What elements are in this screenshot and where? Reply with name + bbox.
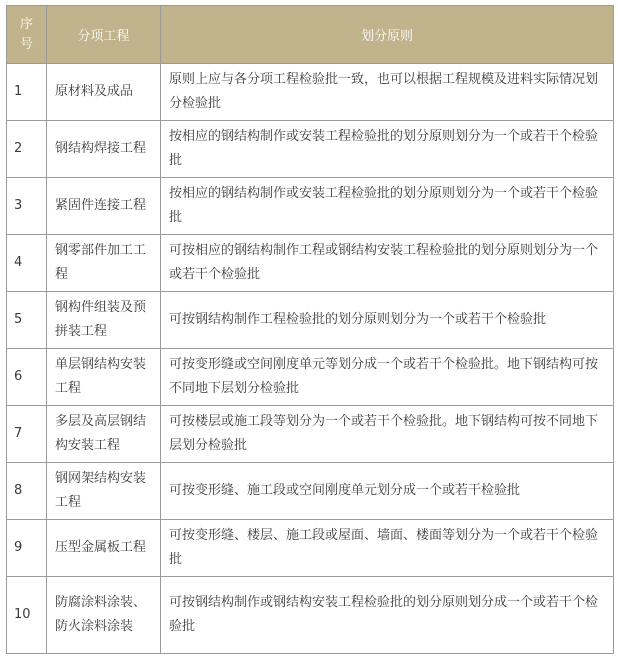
row-rule: 可按变形缝或空间刚度单元等划分成一个或若干个检验批。地下钢结构可按不同地下层划分检验批	[161, 349, 614, 406]
row-number: 9	[7, 520, 47, 577]
row-number: 5	[7, 292, 47, 349]
row-number: 1	[7, 64, 47, 121]
row-number: 3	[7, 178, 47, 235]
row-rule: 按相应的钢结构制作或安装工程检验批的划分原则划分为一个或若干个检验批	[161, 178, 614, 235]
table-row	[7, 292, 614, 349]
row-rule: 可按变形缝、施工段或空间刚度单元划分成一个或若干检验批	[161, 463, 614, 520]
row-number: 8	[7, 463, 47, 520]
row-item: 紧固件连接工程	[47, 178, 161, 235]
row-number: 7	[7, 406, 47, 463]
table-row	[7, 577, 614, 654]
table-row	[7, 178, 614, 235]
row-item: 钢网架结构安装工程	[47, 463, 161, 520]
inspection-lot-table	[6, 5, 614, 654]
header-no	[7, 6, 47, 64]
row-rule: 按相应的钢结构制作或安装工程检验批的划分原则划分为一个或若干个检验批	[161, 121, 614, 178]
row-item: 钢结构焊接工程	[47, 121, 161, 178]
header-item: 分项工程	[47, 6, 161, 64]
header-row	[7, 6, 614, 64]
table-row	[7, 463, 614, 520]
row-item: 单层钢结构安装工程	[47, 349, 161, 406]
header-no-line2: 号	[19, 36, 33, 52]
table-row	[7, 349, 614, 406]
header-rule: 划分原则	[161, 6, 614, 64]
table-container	[6, 5, 613, 654]
row-number: 4	[7, 235, 47, 292]
row-number: 6	[7, 349, 47, 406]
row-item: 钢构件组装及预拼装工程	[47, 292, 161, 349]
row-number: 10	[7, 577, 47, 654]
row-rule: 可按楼层或施工段等划分为一个或若干个检验批。地下钢结构可按不同地下层划分检验批	[161, 406, 614, 463]
header-no-line1: 序	[19, 16, 33, 32]
row-rule: 可按钢结构制作或钢结构安装工程检验批的划分原则划分成一个或若干个检验批	[161, 577, 614, 654]
row-rule: 可按变形缝、楼层、施工段或屋面、墙面、楼面等划分为一个或若干个检验批	[161, 520, 614, 577]
row-rule: 可按钢结构制作工程检验批的划分原则划分为一个或若干个检验批	[161, 292, 614, 349]
row-item: 钢零部件加工工程	[47, 235, 161, 292]
row-item: 多层及高层钢结构安装工程	[47, 406, 161, 463]
table-row	[7, 520, 614, 577]
row-item: 防腐涂料涂装、防火涂料涂装	[47, 577, 161, 654]
table-row	[7, 64, 614, 121]
row-number: 2	[7, 121, 47, 178]
row-item: 原材料及成品	[47, 64, 161, 121]
table-row	[7, 235, 614, 292]
row-rule: 可按相应的钢结构制作工程或钢结构安装工程检验批的划分原则划分为一个或若干个检验批	[161, 235, 614, 292]
table-row	[7, 121, 614, 178]
row-item: 压型金属板工程	[47, 520, 161, 577]
table-row	[7, 406, 614, 463]
row-rule: 原则上应与各分项工程检验批一致，也可以根据工程规模及进料实际情况划分检验批	[161, 64, 614, 121]
